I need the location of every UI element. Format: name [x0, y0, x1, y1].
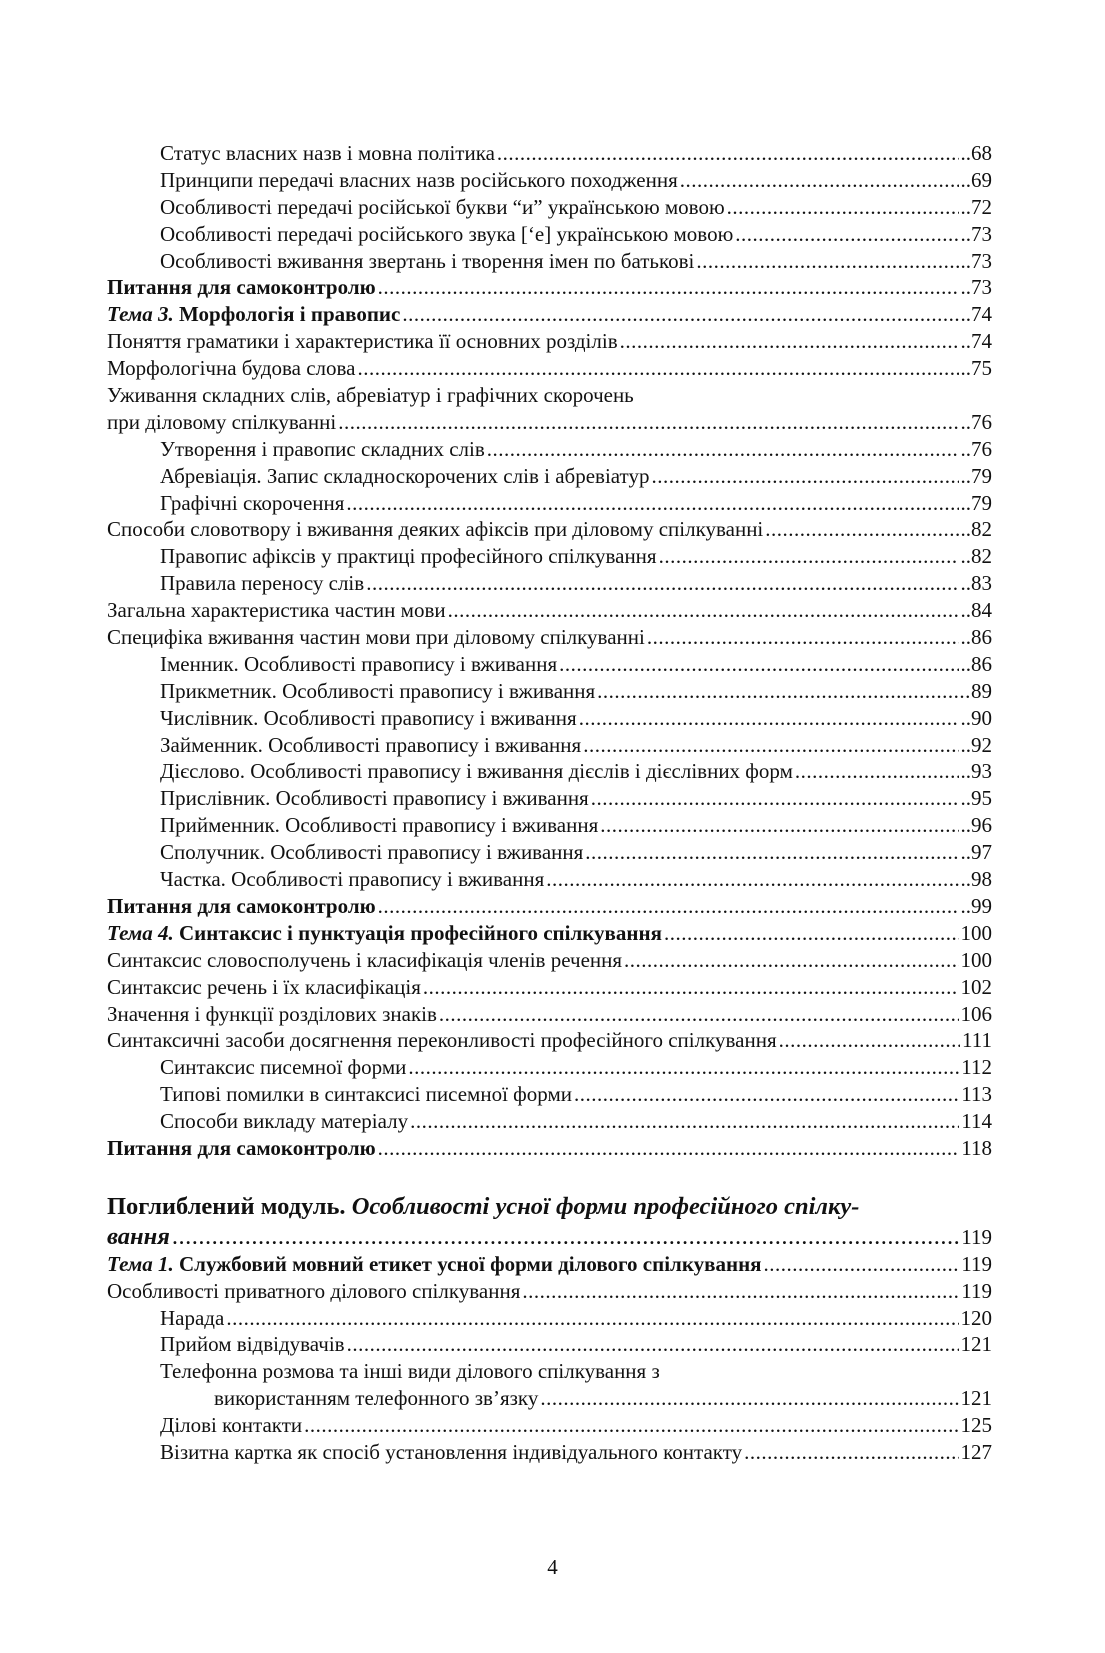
toc-entry-title: Абревіація. Запис складноскорочених слів і абревіатур	[160, 463, 650, 488]
toc-entry-page-number: ..96	[960, 813, 992, 838]
toc-leader-dots	[727, 194, 959, 221]
toc-entry-title: Способи словотвору і вживання деяких афіксів при діловому спілкуванні	[107, 517, 764, 542]
module-heading	[107, 1189, 992, 1224]
toc-leader-dots	[765, 516, 958, 543]
toc-entry-page-number: 114	[961, 1109, 992, 1134]
toc-entry	[107, 328, 992, 355]
toc-entry-page-number: ..74	[960, 302, 992, 327]
toc-entry	[107, 1439, 992, 1466]
toc-entry-page-number: 100	[960, 947, 992, 972]
toc-entry-page-number: 113	[961, 1082, 992, 1107]
toc-entry	[107, 1358, 992, 1385]
toc-entry-page-number: ..98	[960, 867, 992, 892]
toc-entry-title: Способи викладу матеріалу	[160, 1109, 409, 1134]
toc-leader-dots	[410, 1108, 959, 1135]
toc-entry-page-number: 119	[961, 1278, 992, 1303]
toc-entry	[107, 409, 992, 436]
toc-entry-page-number: ..93	[960, 759, 992, 784]
toc-entry-page-number: ..82	[960, 544, 992, 569]
toc-entry	[107, 758, 992, 785]
toc-entry-title: Дієслово. Особливості правопису і вживання дієслів і дієслівних форм	[160, 759, 793, 784]
toc-leader-dots	[735, 221, 958, 248]
toc-entry-page-number: ..99	[960, 893, 992, 918]
toc-leader-dots	[304, 1412, 958, 1439]
toc-leader-dots	[624, 947, 958, 974]
toc-entry-page-number: ..76	[960, 409, 992, 434]
toc-leader-dots	[659, 543, 959, 570]
toc-leader-dots	[172, 1224, 959, 1251]
toc-leader-dots	[378, 1135, 960, 1162]
toc-leader-dots	[338, 409, 958, 436]
toc-entry-page-number: ..86	[960, 625, 992, 650]
toc-leader-dots	[579, 705, 959, 732]
toc-entry	[107, 947, 992, 974]
toc-section-part-2	[107, 1251, 992, 1466]
toc-entry-page-number: ..76	[960, 436, 992, 461]
toc-entry	[107, 624, 992, 651]
toc-leader-dots	[522, 1278, 959, 1305]
toc-entry	[107, 678, 992, 705]
toc-leader-dots	[408, 1054, 959, 1081]
module-title-line-1: Особливості усної форми професійного спілку-	[351, 1192, 860, 1220]
toc-entry-page-number: 121	[960, 1332, 992, 1357]
toc-leader-dots	[226, 1305, 958, 1332]
toc-entry-title: використанням телефонного зв’язку	[214, 1386, 539, 1411]
toc-leader-dots	[497, 140, 959, 167]
toc-entry-page-number: 127	[960, 1439, 992, 1464]
toc-entry-theme-prefix: Тема 3.	[107, 302, 174, 327]
toc-entry-page-number: ..90	[960, 705, 992, 730]
toc-leader-dots	[744, 1439, 958, 1466]
table-of-contents	[107, 140, 992, 1466]
toc-leader-dots	[696, 248, 958, 275]
toc-leader-dots	[795, 758, 959, 785]
toc-entry-title: Синтаксис словосполучень і класифікація членів речення	[107, 947, 623, 972]
module-title-line-2: вання	[107, 1222, 170, 1250]
toc-entry-title: Правопис афіксів у практиці професійного спілкування	[160, 544, 657, 569]
toc-entry-page-number: ..73	[960, 221, 992, 246]
toc-entry-title: Особливості передачі російського звука [‘е] українською мовою	[160, 221, 734, 246]
toc-entry-title: Прийменник. Особливості правопису і вживання	[160, 813, 599, 838]
toc-entry	[107, 920, 992, 947]
toc-leader-dots	[366, 570, 958, 597]
toc-leader-dots	[448, 597, 959, 624]
toc-leader-dots	[651, 463, 958, 490]
toc-entry	[107, 1305, 992, 1332]
toc-entry-page-number: ..86	[960, 651, 992, 676]
toc-entry-page-number: ..69	[960, 167, 992, 192]
toc-entry	[107, 1001, 992, 1028]
toc-entry	[107, 382, 992, 409]
toc-leader-dots	[620, 328, 959, 355]
toc-entry-page-number: ..84	[960, 598, 992, 623]
toc-leader-dots	[779, 1027, 960, 1054]
toc-entry	[107, 893, 992, 920]
toc-entry-title: Питання для самоконтролю	[107, 275, 376, 300]
toc-entry-page-number: ..83	[960, 571, 992, 596]
toc-entry	[107, 866, 992, 893]
toc-entry	[107, 812, 992, 839]
toc-entry	[107, 1054, 992, 1081]
toc-entry-page-number: 106	[960, 1001, 992, 1026]
toc-entry-title: Телефонна розмова та інші види ділового спілкування з	[160, 1359, 660, 1384]
toc-entry-title: Питання для самоконтролю	[107, 893, 376, 918]
toc-entry-title: Нарада	[160, 1305, 225, 1330]
toc-entry-title: Займенник. Особливості правопису і вживання	[160, 732, 582, 757]
toc-entry	[107, 140, 992, 167]
toc-leader-dots	[402, 301, 958, 328]
toc-entry-title: Іменник. Особливості правопису і вживання	[160, 651, 558, 676]
toc-entry	[107, 705, 992, 732]
toc-entry	[107, 1135, 992, 1162]
toc-leader-dots	[583, 732, 958, 759]
toc-entry-title: Синтаксис речень і їх класифікація	[107, 974, 421, 999]
toc-entry-page-number: ..79	[960, 490, 992, 515]
toc-entry-page-number: 102	[960, 974, 992, 999]
toc-entry-title: Правила переносу слів	[160, 571, 365, 596]
toc-entry	[107, 597, 992, 624]
toc-entry-title: Уживання складних слів, абревіатур і графічних скорочень	[107, 383, 634, 408]
toc-leader-dots	[574, 1081, 959, 1108]
toc-entry-title: Частка. Особливості правопису і вживання	[160, 867, 545, 892]
toc-entry-title: Питання для самоконтролю	[107, 1135, 376, 1160]
toc-entry-title: Ділові контакти	[160, 1413, 303, 1438]
toc-entry-title: Типові помилки в синтаксисі писемної форми	[160, 1082, 572, 1107]
toc-entry-page-number: ..79	[960, 463, 992, 488]
toc-entry-page-number: ..97	[960, 840, 992, 865]
toc-entry-title: Статус власних назв і мовна політика	[160, 141, 495, 165]
toc-section-part-1	[107, 140, 992, 1162]
toc-leader-dots	[600, 812, 958, 839]
toc-entry	[107, 1278, 992, 1305]
toc-entry	[107, 732, 992, 759]
toc-entry-title: Прислівник. Особливості правопису і вживання	[160, 786, 589, 811]
toc-entry-page-number: 119	[961, 1251, 992, 1276]
toc-entry	[107, 463, 992, 490]
toc-entry-title: Значення і функції розділових знаків	[107, 1001, 437, 1026]
toc-entry-title: Сполучник. Особливості правопису і вживання	[160, 840, 584, 865]
toc-entry	[107, 274, 992, 301]
toc-entry-title: Графічні скорочення	[160, 490, 345, 515]
toc-entry-title: Прийом відвідувачів	[160, 1332, 345, 1357]
toc-entry	[107, 839, 992, 866]
toc-entry-page-number: ..92	[960, 732, 992, 757]
toc-entry	[107, 516, 992, 543]
toc-leader-dots	[585, 839, 958, 866]
toc-leader-dots	[423, 974, 959, 1001]
toc-entry-page-number: ..74	[960, 329, 992, 354]
toc-leader-dots	[347, 1331, 959, 1358]
toc-entry	[107, 248, 992, 275]
toc-entry-page-number: ..73	[960, 248, 992, 273]
toc-leader-dots	[358, 355, 959, 382]
toc-entry	[107, 651, 992, 678]
toc-entry-title: при діловому спілкуванні	[107, 409, 337, 434]
toc-entry	[107, 543, 992, 570]
toc-entry-title: Прикметник. Особливості правопису і вживання	[160, 678, 596, 703]
toc-leader-dots	[591, 785, 959, 812]
toc-entry-page-number: 118	[961, 1135, 992, 1160]
toc-entry	[107, 436, 992, 463]
page-footer-number: 4	[547, 1555, 558, 1579]
toc-leader-dots	[546, 866, 958, 893]
toc-entry-page-number: ..75	[960, 356, 992, 381]
toc-entry-page-number: 120	[960, 1305, 992, 1330]
toc-entry-title: Особливості приватного ділового спілкування	[107, 1278, 521, 1303]
toc-entry-title: Синтаксис і пунктуація професійного спілкування	[179, 920, 662, 945]
toc-leader-dots	[559, 651, 958, 678]
toc-entry	[107, 1081, 992, 1108]
module-label: Поглиблений модуль.	[107, 1192, 346, 1220]
toc-entry	[107, 1108, 992, 1135]
toc-entry	[107, 301, 992, 328]
toc-entry	[107, 167, 992, 194]
toc-leader-dots	[378, 274, 959, 301]
toc-entry-page-number: 89	[971, 678, 992, 703]
toc-entry-page-number: 100	[960, 920, 992, 945]
toc-entry-title: Особливості передачі російської букви “и” українською мовою	[160, 194, 725, 219]
toc-entry-page-number: ..72	[960, 194, 992, 219]
toc-entry	[107, 355, 992, 382]
toc-entry	[107, 194, 992, 221]
toc-entry	[107, 1331, 992, 1358]
toc-entry-title: Поняття граматики і характеристика її основних розділів	[107, 329, 618, 354]
toc-entry-title: Службовий мовний етикет усної форми ділового спілкування	[179, 1251, 762, 1276]
toc-entry	[107, 1412, 992, 1439]
toc-entry	[107, 1027, 992, 1054]
toc-entry-page-number: ..68	[960, 141, 992, 165]
toc-leader-dots	[540, 1385, 958, 1412]
toc-leader-dots	[439, 1001, 959, 1028]
toc-entry	[107, 570, 992, 597]
toc-entry-title: Специфіка вживання частин мови при діловому спілкуванні	[107, 625, 645, 650]
toc-entry	[107, 974, 992, 1001]
toc-leader-dots	[664, 920, 959, 947]
toc-entry-theme-prefix: Тема 1.	[107, 1251, 174, 1276]
toc-entry-title: Особливості вживання звертань і творення імен по батькові	[160, 248, 695, 273]
toc-leader-dots	[647, 624, 959, 651]
toc-entry-title: Числівник. Особливості правопису і вживання	[160, 705, 577, 730]
toc-entry-page-number: 111	[962, 1028, 992, 1053]
toc-leader-dots	[378, 893, 959, 920]
toc-leader-dots	[680, 167, 959, 194]
toc-entry-title: Морфологія і правопис	[179, 302, 401, 327]
toc-entry-theme-prefix: Тема 4.	[107, 920, 174, 945]
toc-entry-page-number: 112	[961, 1055, 992, 1080]
toc-leader-dots	[597, 678, 969, 705]
toc-entry-title: Морфологічна будова слова	[107, 356, 356, 381]
toc-entry	[107, 221, 992, 248]
toc-entry-title: Синтаксис писемної форми	[160, 1055, 407, 1080]
toc-entry	[107, 1385, 992, 1412]
toc-entry-page-number: ..95	[960, 786, 992, 811]
toc-entry-page-number: ..73	[960, 275, 992, 300]
toc-entry-title: Візитна картка як спосіб установлення індивідуального контакту	[160, 1439, 743, 1464]
toc-entry	[107, 490, 992, 517]
toc-entry-title: Утворення і правопис складних слів	[160, 436, 485, 461]
module-page-number: 119	[961, 1224, 992, 1249]
module-heading-continuation	[107, 1224, 992, 1251]
toc-entry	[107, 1251, 992, 1278]
toc-entry-title: Синтаксичні засоби досягнення переконливості професійного спілкування	[107, 1028, 777, 1053]
toc-leader-dots	[487, 436, 959, 463]
toc-entry-title: Принципи передачі власних назв російського походження	[160, 167, 678, 192]
toc-entry	[107, 785, 992, 812]
toc-entry-page-number: 121	[960, 1386, 992, 1411]
toc-entry-page-number: 125	[960, 1413, 992, 1438]
toc-entry-title: Загальна характеристика частин мови	[107, 598, 446, 623]
toc-leader-dots	[346, 490, 958, 517]
toc-entry-page-number: ..82	[960, 517, 992, 542]
toc-leader-dots	[764, 1251, 960, 1278]
